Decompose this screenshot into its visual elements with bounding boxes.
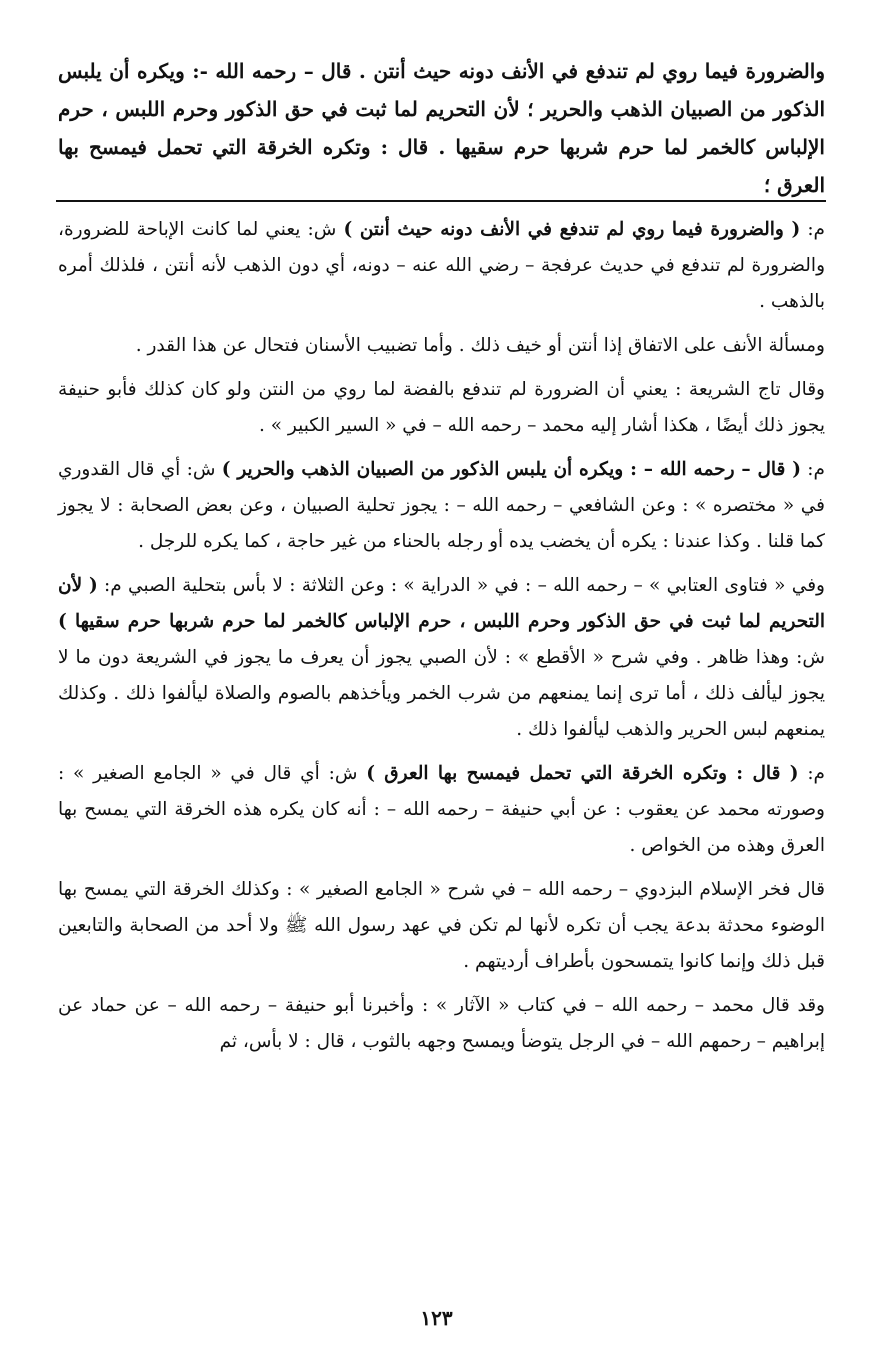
- page-number: ١٢٣: [420, 1306, 453, 1330]
- commentary-paragraph-3: وقال تاج الشريعة : يعني أن الضرورة لم تندفع بالفضة لما روي من النتن ولو كان كذلك فأبو حنيفة يجوز ذلك أيضًا ، هكذا أشار إليه محمد – رحمه الله – في « السير الكبير » .: [58, 379, 825, 436]
- matn-text: والضرورة فيما روي لم تندفع في الأنف دونه حيث أنتن . قال – رحمه الله -: ويكره أن يلبس الذكور من الصبيان الذهب والحرير ؛ لأن التحريم لما ثبت في حق الذكور وحرم اللبس ، حرم الإلباس كالخمر لما حرم شربها حرم سقيها . قال : وتكره الخرقة التي تحمل فيمسح بها العرق ؛: [58, 59, 825, 197]
- matn-block: [58, 52, 825, 204]
- matn-marker: م:: [104, 575, 122, 596]
- matn-quote: ( قال : وتكره الخرقة التي تحمل فيمسح بها العرق ): [366, 763, 799, 784]
- commentary-paragraph-1: [58, 212, 825, 320]
- sharh-text: ش: يعني لما كانت الإباحة للضرورة، والضرورة لم تندفع في حديث عرفجة – رضي الله عنه – دونه، أي دون الذهب لأنه أنتن ، فلذلك أمره بالذهب .: [58, 219, 825, 312]
- matn-marker: م:: [807, 459, 825, 480]
- matn-quote: ( والضرورة فيما روي لم تندفع في الأنف دونه حيث أنتن ): [343, 219, 801, 240]
- commentary-paragraph-5: [58, 568, 825, 748]
- commentary-paragraph-6: [58, 756, 825, 864]
- matn-marker: م:: [807, 763, 825, 784]
- sharh-text: ش: أي قال القدوري في « مختصره » : وعن الشافعي – رحمه الله – : يجوز تحلية الصبيان ، وعن بعض الصحابة : لا يجوز كما قلنا . وكذا عندنا : يكره أن يخضب يده أو رجله بالحناء من غير حاجة ، كما يكره للرجل .: [58, 459, 825, 552]
- commentary-block: [58, 212, 825, 1068]
- matn-quote: ( قال – رحمه الله – : ويكره أن يلبس الذكور من الصبيان الذهب والحرير ): [221, 459, 801, 480]
- matn-marker: م:: [807, 219, 825, 240]
- commentary-paragraph-8: وقد قال محمد – رحمه الله – في كتاب « الآثار » : وأخبرنا أبو حنيفة – رحمه الله – عن حماد عن إبراهيم – رحمهم الله – في الرجل يتوضأ ويمسح وجهه بالثوب ، قال : لا بأس، ثم: [58, 995, 825, 1052]
- commentary-paragraph-2: ومسألة الأنف على الاتفاق إذا أنتن أو خيف ذلك . وأما تضبيب الأسنان فتحال عن هذا القدر .: [135, 335, 825, 356]
- sharh-text: ش: أي قال في « الجامع الصغير » : وصورته محمد عن يعقوب : عن أبي حنيفة – رحمه الله – : أنه كان يكره هذه الخرقة التي يمسح بها العرق وهذه من الخواص .: [58, 763, 825, 856]
- sharh-text: وفي « فتاوى العتابي » – رحمه الله – : في « الدراية » : وعن الثلاثة : لا بأس بتحلية الصبي: [128, 575, 825, 596]
- sharh-text: ش: وهذا ظاهر . وفي شرح « الأقطع » : لأن الصبي يجوز أن يعرف ما يجوز في الشريعة دون ما لا يجوز ليألف ذلك ، أما ترى إنما يمنعهم من شرب الخمر ويأخذهم بالصوم والصلاة ليألفوا ذلك . وكذلك يمنعهم لبس الحرير والذهب ليألفوا ذلك .: [58, 647, 825, 740]
- separator-rule: [56, 200, 826, 202]
- matn-quote: ( لأن التحريم لما ثبت في حق الذكور وحرم اللبس ، حرم الإلباس كالخمر لما حرم شربها حرم سقيها ): [58, 575, 825, 632]
- commentary-paragraph-7: قال فخر الإسلام البزدوي – رحمه الله – في شرح « الجامع الصغير » : وكذلك الخرقة التي يمسح بها الوضوء محدثة بدعة يجب أن تكره لأنها لم تكن في عهد رسول الله ﷺ ولا أحد من الصحابة والتابعين قبل ذلك وإنما كانوا يتمسحون بأطراف أرديتهم .: [58, 879, 825, 972]
- commentary-paragraph-4: [58, 452, 825, 560]
